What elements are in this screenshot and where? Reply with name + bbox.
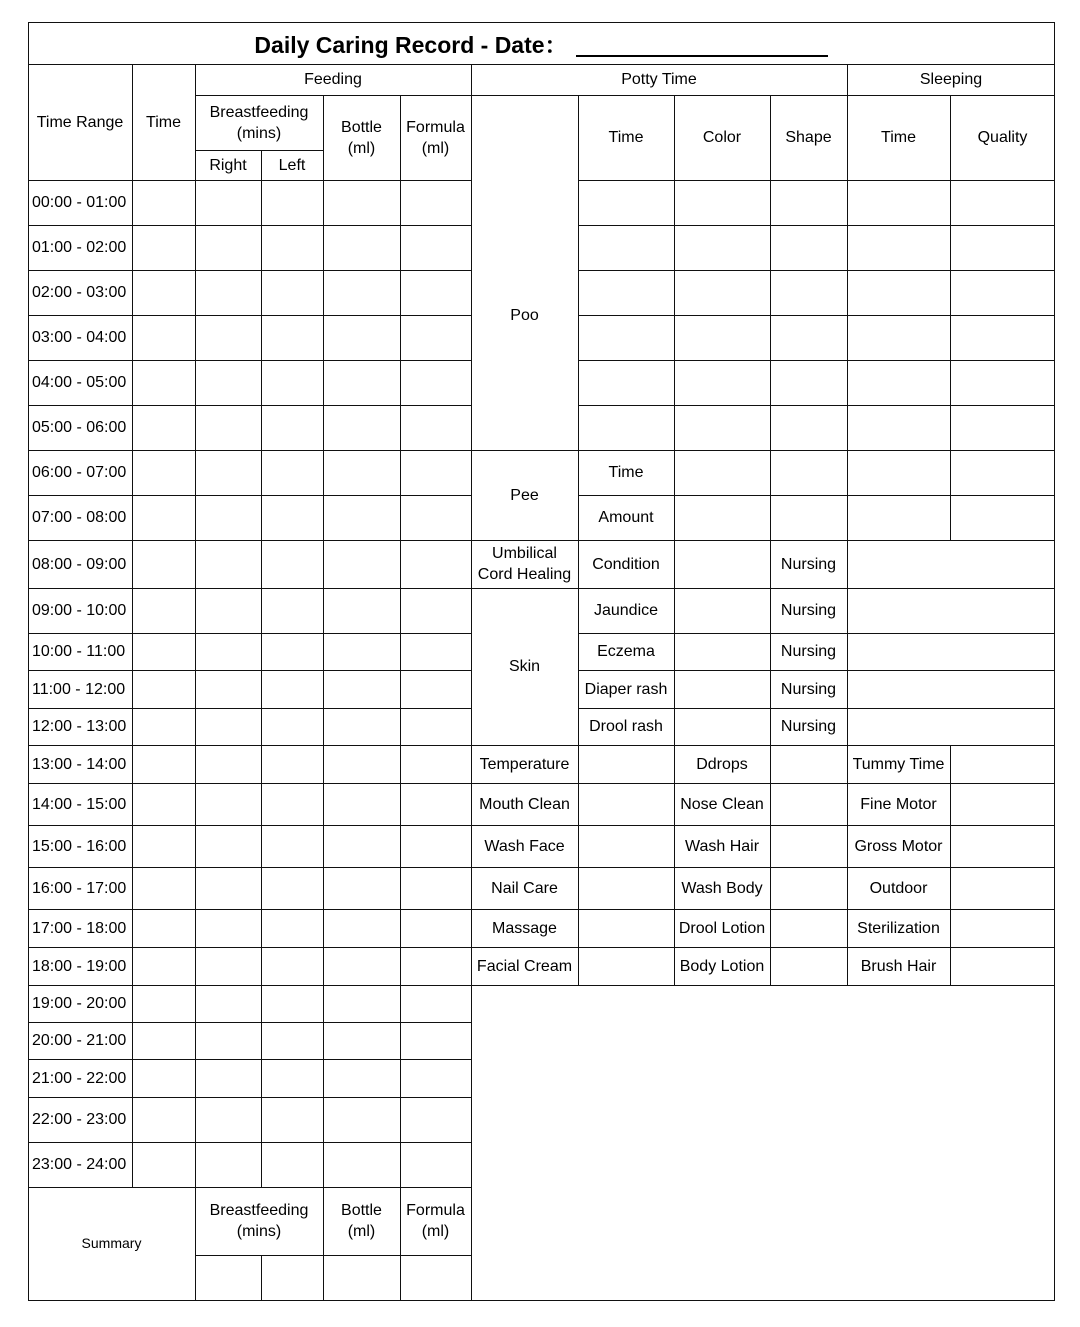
care-item-label: Drool Lotion (678, 919, 766, 937)
breastfeed-right-input[interactable] (195, 745, 261, 783)
time-input[interactable] (132, 909, 195, 947)
nursing-input[interactable] (847, 540, 1055, 588)
poo-shape-input[interactable] (770, 180, 847, 225)
shape-header: Shape (785, 129, 832, 146)
care-item-input[interactable] (770, 783, 847, 825)
formula-input[interactable] (400, 1022, 471, 1059)
sleep-quality-input[interactable] (950, 495, 1055, 540)
time-input[interactable] (132, 825, 195, 867)
sleep-time-input[interactable] (847, 225, 950, 270)
bottle-input[interactable] (323, 360, 400, 405)
breastfeed-right-input[interactable] (195, 315, 261, 360)
poo-color-input[interactable] (674, 180, 770, 225)
nursing-input[interactable] (847, 670, 1055, 708)
bottle-input[interactable] (323, 450, 400, 495)
sleep-time-input[interactable] (847, 315, 950, 360)
formula-input[interactable] (400, 360, 471, 405)
bottle-input[interactable] (323, 745, 400, 783)
time-range-label: 08:00 - 09:00 (32, 555, 127, 573)
formula-input[interactable] (400, 450, 471, 495)
sleep-quality-input[interactable] (950, 360, 1055, 405)
time-input[interactable] (132, 360, 195, 405)
time-range-label: 12:00 - 13:00 (32, 718, 127, 735)
breastfeed-right-input[interactable] (195, 783, 261, 825)
sleep-time-input[interactable] (847, 360, 950, 405)
poo-time-input[interactable] (578, 315, 674, 360)
breastfeed-right-input[interactable] (195, 588, 261, 633)
time-input[interactable] (132, 708, 195, 745)
breastfeed-left-input[interactable] (261, 909, 323, 947)
poo-time-input[interactable] (578, 270, 674, 315)
care-item-input[interactable] (950, 947, 1055, 985)
formula-input[interactable] (400, 783, 471, 825)
poo-color-input[interactable] (674, 405, 770, 450)
summary-left-input[interactable] (261, 1255, 323, 1300)
care-item-input[interactable] (770, 867, 847, 909)
time-input[interactable] (132, 985, 195, 1022)
pee-input[interactable] (770, 450, 847, 495)
bottle-input[interactable] (323, 588, 400, 633)
time-input[interactable] (132, 947, 195, 985)
breastfeed-right-input[interactable] (195, 450, 261, 495)
nursing-label: Nursing (780, 602, 837, 619)
care-item-input[interactable] (578, 745, 674, 783)
breastfeed-right-input[interactable] (195, 1059, 261, 1097)
care-item-input[interactable] (950, 745, 1055, 783)
care-item-input[interactable] (950, 867, 1055, 909)
pee-label: Pee (510, 486, 539, 504)
breastfeed-right-input[interactable] (195, 1142, 261, 1187)
formula-input[interactable] (400, 867, 471, 909)
bottle-input[interactable] (323, 670, 400, 708)
time-range-label: 14:00 - 15:00 (32, 795, 127, 813)
bottle-input[interactable] (323, 633, 400, 670)
summary-bottle-header: Bottle (ml) (341, 1202, 382, 1240)
sleep-quality-input[interactable] (950, 180, 1055, 225)
time-range-header: Time Range (36, 113, 124, 131)
breastfeed-left-input[interactable] (261, 405, 323, 450)
formula-input[interactable] (400, 1059, 471, 1097)
bottle-input[interactable] (323, 947, 400, 985)
time-range-label: 10:00 - 11:00 (32, 643, 126, 660)
summary-label: Summary (81, 1235, 142, 1251)
breastfeed-right-input[interactable] (195, 360, 261, 405)
breastfeed-right-input[interactable] (195, 825, 261, 867)
breastfeed-left-input[interactable] (261, 225, 323, 270)
formula-input[interactable] (400, 540, 471, 588)
breastfeed-left-input[interactable] (261, 1142, 323, 1187)
nursing-input[interactable] (847, 708, 1055, 745)
summary-formula-input[interactable] (400, 1255, 471, 1300)
skin-input[interactable] (674, 670, 770, 708)
care-item-label: Ddrops (696, 755, 748, 773)
bottle-input[interactable] (323, 225, 400, 270)
skin-input[interactable] (674, 633, 770, 670)
poo-time-input[interactable] (578, 180, 674, 225)
breastfeed-left-input[interactable] (261, 1022, 323, 1059)
umbilical-cord-label: Umbilical Cord Healing (477, 545, 572, 583)
bottle-input[interactable] (323, 783, 400, 825)
poo-time-input[interactable] (578, 360, 674, 405)
skin-input[interactable] (674, 588, 770, 633)
care-item-input[interactable] (578, 867, 674, 909)
time-input[interactable] (132, 670, 195, 708)
nursing-label: Nursing (780, 718, 837, 735)
breastfeed-left-input[interactable] (261, 360, 323, 405)
formula-input[interactable] (400, 633, 471, 670)
care-item-label: Wash Body (681, 879, 763, 897)
time-range-label: 02:00 - 03:00 (32, 284, 127, 301)
right-header: Right (209, 156, 247, 174)
time-range-label: 11:00 - 12:00 (32, 680, 126, 698)
formula-input[interactable] (400, 1142, 471, 1187)
care-item-label: Wash Face (484, 837, 565, 855)
care-item-label: Outdoor (869, 879, 928, 897)
breastfeed-left-input[interactable] (261, 708, 323, 745)
potty-time-header: Potty Time (621, 71, 697, 88)
formula-input[interactable] (400, 909, 471, 947)
nursing-label: Nursing (780, 555, 837, 573)
bottle-input[interactable] (323, 1022, 400, 1059)
care-item-input[interactable] (578, 947, 674, 985)
care-item-input[interactable] (950, 909, 1055, 947)
sleep-time-input[interactable] (847, 180, 950, 225)
time-range-label: 22:00 - 23:00 (32, 1111, 127, 1128)
skin-jaundice-label: Jaundice (593, 602, 659, 619)
breastfeed-left-input[interactable] (261, 985, 323, 1022)
condition-label: Condition (592, 555, 660, 573)
breastfeed-left-input[interactable] (261, 495, 323, 540)
formula-input[interactable] (400, 315, 471, 360)
time-input[interactable] (132, 1022, 195, 1059)
poo-shape-input[interactable] (770, 315, 847, 360)
time-header: Time (146, 113, 181, 131)
time-range-label: 21:00 - 22:00 (32, 1069, 127, 1087)
skin-diaper-rash-label: Diaper rash (584, 680, 668, 698)
breastfeed-right-input[interactable] (195, 909, 261, 947)
formula-input[interactable] (400, 825, 471, 867)
breastfeed-left-input[interactable] (261, 867, 323, 909)
bottle-input[interactable] (323, 708, 400, 745)
bottle-input[interactable] (323, 985, 400, 1022)
sleep-time-input[interactable] (847, 270, 950, 315)
time-input[interactable] (132, 1097, 195, 1142)
breastfeed-left-input[interactable] (261, 1059, 323, 1097)
poo-color-input[interactable] (674, 225, 770, 270)
nursing-input[interactable] (847, 588, 1055, 633)
sleep-quality-input[interactable] (950, 315, 1055, 360)
breastfeed-left-input[interactable] (261, 745, 323, 783)
bottle-input[interactable] (323, 315, 400, 360)
sleeping-header: Sleeping (919, 71, 983, 88)
bottle-input[interactable] (323, 180, 400, 225)
sleep-time-input[interactable] (847, 450, 950, 495)
time-input[interactable] (132, 745, 195, 783)
poo-color-input[interactable] (674, 270, 770, 315)
skin-eczema-label: Eczema (597, 643, 655, 660)
breastfeeding-header: Breastfeeding (mins) (209, 103, 309, 142)
care-item-input[interactable] (578, 909, 674, 947)
care-item-label: Nail Care (491, 879, 558, 897)
page-title: Daily Caring Record - Date： (254, 31, 568, 58)
care-item-label: Mouth Clean (479, 795, 570, 813)
time-range-label: 20:00 - 21:00 (32, 1032, 127, 1049)
breastfeed-left-input[interactable] (261, 670, 323, 708)
breastfeed-right-input[interactable] (195, 1022, 261, 1059)
poo-color-input[interactable] (674, 360, 770, 405)
care-item-label: Body Lotion (679, 957, 765, 975)
pee-input[interactable] (674, 495, 770, 540)
sleep-time-input[interactable] (847, 405, 950, 450)
bottle-input[interactable] (323, 909, 400, 947)
time-range-label: 00:00 - 01:00 (32, 194, 127, 211)
summary-breastfeeding-header: Breastfeeding (mins) (209, 1202, 309, 1240)
time-range-label: 23:00 - 24:00 (32, 1156, 127, 1173)
time-range-label: 15:00 - 16:00 (32, 837, 127, 855)
care-item-label: Tummy Time (852, 755, 945, 773)
bottle-input[interactable] (323, 495, 400, 540)
quality-header: Quality (977, 129, 1028, 146)
poo-shape-input[interactable] (770, 360, 847, 405)
sleep-quality-input[interactable] (950, 225, 1055, 270)
pee-time-label: Time (608, 464, 644, 481)
poo-shape-input[interactable] (770, 270, 847, 315)
time-range-label: 09:00 - 10:00 (32, 602, 127, 619)
formula-input[interactable] (400, 708, 471, 745)
bottle-input[interactable] (323, 1097, 400, 1142)
time-input[interactable] (132, 315, 195, 360)
care-item-input[interactable] (770, 745, 847, 783)
breastfeed-left-input[interactable] (261, 540, 323, 588)
formula-input[interactable] (400, 270, 471, 315)
care-item-label: Fine Motor (860, 795, 937, 813)
time-range-label: 07:00 - 08:00 (32, 509, 127, 526)
care-item-label: Sterilization (857, 919, 940, 937)
care-item-label: Brush Hair (860, 957, 937, 975)
time-input[interactable] (132, 783, 195, 825)
breastfeed-left-input[interactable] (261, 588, 323, 633)
breastfeed-right-input[interactable] (195, 708, 261, 745)
bottle-input[interactable] (323, 270, 400, 315)
care-item-input[interactable] (770, 947, 847, 985)
formula-input[interactable] (400, 180, 471, 225)
time-range-label: 13:00 - 14:00 (32, 755, 127, 773)
summary-right-input[interactable] (195, 1255, 261, 1300)
time-range-label: 18:00 - 19:00 (32, 957, 127, 975)
bottle-input[interactable] (323, 1059, 400, 1097)
time-range-label: 17:00 - 18:00 (32, 919, 127, 937)
skin-input[interactable] (674, 708, 770, 745)
pee-input[interactable] (770, 495, 847, 540)
bottle-input[interactable] (323, 405, 400, 450)
time-input[interactable] (132, 495, 195, 540)
nursing-input[interactable] (847, 633, 1055, 670)
poo-shape-input[interactable] (770, 405, 847, 450)
care-item-input[interactable] (770, 825, 847, 867)
breastfeed-right-input[interactable] (195, 225, 261, 270)
skin-label: Skin (508, 658, 541, 675)
time-range-label: 06:00 - 07:00 (32, 464, 127, 481)
sleep-quality-input[interactable] (950, 450, 1055, 495)
poo-time-input[interactable] (578, 405, 674, 450)
care-item-input[interactable] (578, 783, 674, 825)
breastfeed-right-input[interactable] (195, 1097, 261, 1142)
time-range-label: 05:00 - 06:00 (32, 419, 127, 436)
breastfeed-right-input[interactable] (195, 670, 261, 708)
formula-header: Formula (ml) (406, 118, 465, 157)
time-input[interactable] (132, 633, 195, 670)
breastfeed-left-input[interactable] (261, 270, 323, 315)
formula-input[interactable] (400, 947, 471, 985)
formula-input[interactable] (400, 588, 471, 633)
color-header: Color (702, 129, 742, 146)
breastfeed-left-input[interactable] (261, 315, 323, 360)
poo-color-input[interactable] (674, 315, 770, 360)
time-input[interactable] (132, 450, 195, 495)
time-input[interactable] (132, 225, 195, 270)
care-item-label: Facial Cream (476, 957, 573, 975)
time-input[interactable] (132, 270, 195, 315)
nursing-label: Nursing (780, 680, 837, 698)
care-item-input[interactable] (950, 825, 1055, 867)
formula-input[interactable] (400, 745, 471, 783)
care-item-input[interactable] (770, 909, 847, 947)
breastfeed-left-input[interactable] (261, 450, 323, 495)
sleep-quality-input[interactable] (950, 270, 1055, 315)
time-input[interactable] (132, 1059, 195, 1097)
bottle-input[interactable] (323, 540, 400, 588)
formula-input[interactable] (400, 225, 471, 270)
formula-input[interactable] (400, 670, 471, 708)
care-item-label: Massage (492, 919, 557, 937)
time-range-label: 19:00 - 20:00 (32, 995, 127, 1012)
poo-shape-input[interactable] (770, 225, 847, 270)
breastfeed-right-input[interactable] (195, 495, 261, 540)
breastfeed-left-input[interactable] (261, 783, 323, 825)
formula-input[interactable] (400, 1097, 471, 1142)
care-item-label: Wash Hair (684, 837, 760, 855)
care-item-label: Gross Motor (854, 837, 943, 855)
time-input[interactable] (132, 1142, 195, 1187)
left-header: Left (278, 156, 306, 174)
pee-amount-label: Amount (598, 509, 654, 526)
bottle-input[interactable] (323, 1142, 400, 1187)
bottle-input[interactable] (323, 825, 400, 867)
time-input[interactable] (132, 867, 195, 909)
sleep-time-input[interactable] (847, 495, 950, 540)
formula-input[interactable] (400, 985, 471, 1022)
time-input[interactable] (132, 540, 195, 588)
sleep-time-header: Time (881, 129, 916, 146)
breastfeed-left-input[interactable] (261, 180, 323, 225)
breastfeed-right-input[interactable] (195, 985, 261, 1022)
poo-label: Poo (510, 306, 539, 324)
bottle-input[interactable] (323, 867, 400, 909)
care-item-input[interactable] (578, 825, 674, 867)
breastfeed-left-input[interactable] (261, 633, 323, 670)
potty-time-column-header: Time (608, 129, 644, 146)
time-range-label: 03:00 - 04:00 (32, 329, 127, 346)
breastfeed-left-input[interactable] (261, 825, 323, 867)
formula-input[interactable] (400, 495, 471, 540)
condition-input[interactable] (674, 540, 770, 588)
poo-time-input[interactable] (578, 225, 674, 270)
time-input[interactable] (132, 588, 195, 633)
breastfeed-left-input[interactable] (261, 1097, 323, 1142)
care-item-input[interactable] (950, 783, 1055, 825)
formula-input[interactable] (400, 405, 471, 450)
nursing-label: Nursing (780, 643, 837, 660)
feeding-header: Feeding (304, 71, 362, 88)
care-item-label: Temperature (479, 755, 570, 773)
breastfeed-right-input[interactable] (195, 633, 261, 670)
time-input[interactable] (132, 405, 195, 450)
time-range-label: 04:00 - 05:00 (32, 374, 127, 391)
summary-formula-header: Formula (ml) (406, 1202, 465, 1240)
breastfeed-right-input[interactable] (195, 180, 261, 225)
breastfeed-right-input[interactable] (195, 405, 261, 450)
summary-bottle-input[interactable] (323, 1255, 400, 1300)
time-range-label: 16:00 - 17:00 (32, 879, 127, 897)
skin-drool-rash-label: Drool rash (589, 718, 663, 735)
time-input[interactable] (132, 180, 195, 225)
breastfeed-right-input[interactable] (195, 270, 261, 315)
grid-line (471, 985, 1055, 986)
breastfeed-right-input[interactable] (195, 540, 261, 588)
breastfeed-right-input[interactable] (195, 947, 261, 985)
time-range-label: 01:00 - 02:00 (32, 239, 127, 256)
care-item-label: Nose Clean (680, 795, 764, 813)
breastfeed-right-input[interactable] (195, 867, 261, 909)
pee-input[interactable] (674, 450, 770, 495)
breastfeed-left-input[interactable] (261, 947, 323, 985)
sleep-quality-input[interactable] (950, 405, 1055, 450)
bottle-header: Bottle (ml) (341, 118, 382, 157)
